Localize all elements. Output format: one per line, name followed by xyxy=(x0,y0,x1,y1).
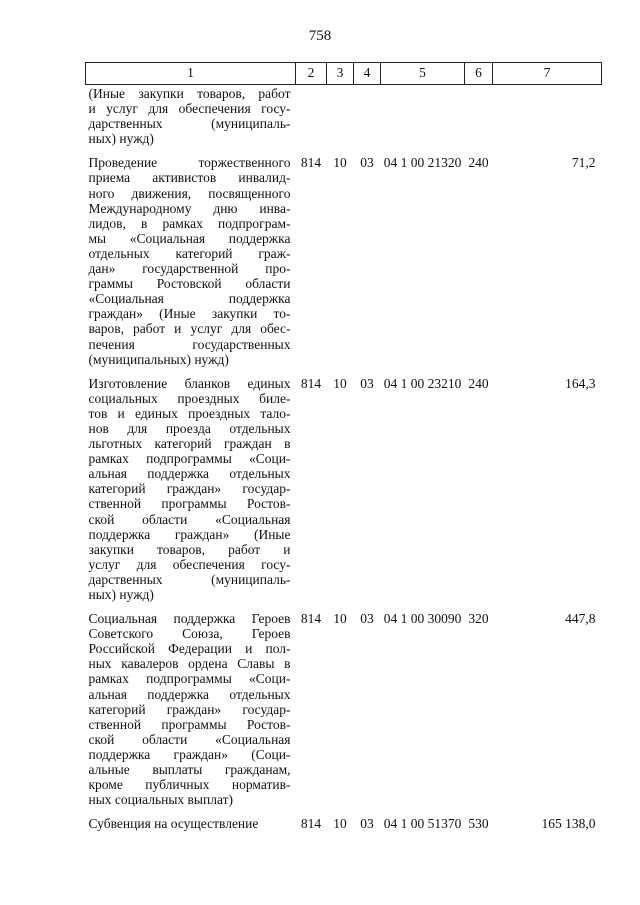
description-line: ных социальных выплат) xyxy=(88,792,233,808)
description-line: отдельных категорий граж- xyxy=(88,245,291,261)
header-cell: 1 xyxy=(86,63,296,85)
page-number: 758 xyxy=(308,28,332,44)
ministry-code: 814 xyxy=(300,375,322,391)
ministry-code: 814 xyxy=(300,611,322,627)
description-line: закупки товаров, работ и xyxy=(88,541,291,557)
subsection-code: 03 xyxy=(360,375,374,391)
table-row xyxy=(86,815,602,839)
section-code: 10 xyxy=(333,375,347,391)
subsection-code: 03 xyxy=(360,155,374,171)
section-code: 10 xyxy=(333,816,347,832)
description-line: рамках подпрограммы «Соци- xyxy=(88,451,291,467)
section-code: 10 xyxy=(333,611,347,627)
description-line: альная поддержка отдельных xyxy=(88,466,291,482)
description-line: поддержка граждан» (Соци- xyxy=(88,746,291,762)
description-line: альные выплаты гражданам, xyxy=(88,762,291,778)
description-line: кроме публичных норматив- xyxy=(88,777,291,793)
header-cell: 3 xyxy=(327,63,354,85)
description-line: ской области «Социальная xyxy=(88,511,291,527)
description-line: льготных категорий граждан в xyxy=(88,436,291,452)
amount: 164,3 xyxy=(565,375,596,391)
target-article-code: 04 1 00 30090 xyxy=(383,611,462,627)
description-line: ской области «Социальная xyxy=(88,731,291,747)
table-body xyxy=(86,85,602,840)
target-article-code: 04 1 00 51370 xyxy=(383,816,462,832)
description-line: Изготовление бланков единых xyxy=(88,375,291,391)
description-line: Советского Союза, Героев xyxy=(88,626,291,642)
description-line: и услуг для обеспечения госу- xyxy=(88,101,291,117)
description-line: категорий граждан» государ- xyxy=(88,481,291,497)
description-line: тов и единых проездных тало- xyxy=(88,405,291,421)
description-line: ственной программы Ростов- xyxy=(88,496,291,512)
description-line: граммы Ростовской области xyxy=(88,276,291,292)
description-line: (муниципальных) нужд) xyxy=(88,351,229,367)
amount: 447,8 xyxy=(565,611,596,627)
table-row xyxy=(86,375,602,610)
budget-table xyxy=(85,62,602,839)
section-code: 10 xyxy=(333,155,347,171)
description-line: дарственных (муниципаль- xyxy=(88,571,291,587)
expense-type-code: 240 xyxy=(468,375,489,391)
description-line: «Социальная поддержка xyxy=(88,291,291,307)
row-description xyxy=(86,154,296,374)
description-line: рамках подпрограммы «Соци- xyxy=(88,671,291,687)
subsection-code xyxy=(354,85,381,155)
target-article-code xyxy=(381,85,465,155)
description-line: дарственных (муниципаль- xyxy=(88,116,291,132)
expense-type-code: 240 xyxy=(468,155,489,171)
description-line: категорий граждан» государ- xyxy=(88,701,291,717)
description-line: альная поддержка отдельных xyxy=(88,686,291,702)
amount xyxy=(493,85,602,155)
row-description xyxy=(86,815,296,839)
description-line: лидов, в рамках подпрограм- xyxy=(88,215,291,231)
description-line: ственной программы Ростов- xyxy=(88,716,291,732)
description-line: Субвенция на осуществление xyxy=(88,816,259,832)
description-line: мы «Социальная поддержка xyxy=(88,230,291,246)
description-line: (Иные закупки товаров, работ xyxy=(88,86,291,101)
target-article-code: 04 1 00 21320 xyxy=(383,155,462,171)
expense-type-code xyxy=(465,85,493,155)
header-cell: 2 xyxy=(296,63,327,85)
description-line: приема активистов инвалид- xyxy=(88,170,291,186)
description-line: услуг для обеспечения госу- xyxy=(88,556,291,572)
table-row xyxy=(86,154,602,374)
description-line: Международному дню инва- xyxy=(88,200,291,216)
amount: 71,2 xyxy=(571,155,596,171)
ministry-code xyxy=(296,85,327,155)
row-description xyxy=(86,85,296,155)
header-cell: 6 xyxy=(465,63,493,85)
amount: 165 138,0 xyxy=(541,816,596,832)
table-row xyxy=(86,610,602,815)
description-line: печения государственных xyxy=(88,336,291,352)
header-cell: 4 xyxy=(354,63,381,85)
description-line: Российской Федерации и пол- xyxy=(88,641,291,657)
description-line: ного движения, посвященного xyxy=(88,185,291,201)
description-line: социальных проездных биле- xyxy=(88,390,291,406)
description-line: дан» государственной про- xyxy=(88,261,291,277)
description-line: нов для проезда отдельных xyxy=(88,420,291,436)
description-line: ных) нужд) xyxy=(88,131,154,147)
header-row xyxy=(86,63,602,85)
target-article-code: 04 1 00 23210 xyxy=(383,375,462,391)
description-line: ных кавалеров ордена Славы в xyxy=(88,656,291,672)
description-line: Проведение торжественного xyxy=(88,155,291,171)
subsection-code: 03 xyxy=(360,611,374,627)
subsection-code: 03 xyxy=(360,816,374,832)
expense-type-code: 320 xyxy=(468,611,489,627)
description-line: варов, работ и услуг для обес- xyxy=(88,321,291,337)
section-code xyxy=(327,85,354,155)
ministry-code: 814 xyxy=(300,816,322,832)
description-line: граждан» (Иные закупки то- xyxy=(88,306,291,322)
header-cell: 5 xyxy=(381,63,465,85)
header-cell: 7 xyxy=(493,63,602,85)
row-description xyxy=(86,375,296,610)
description-line: Социальная поддержка Героев xyxy=(88,611,291,627)
expense-type-code: 530 xyxy=(468,816,489,832)
description-line: поддержка граждан» (Иные xyxy=(88,526,291,542)
table-row xyxy=(86,85,602,155)
row-description xyxy=(86,610,296,815)
ministry-code: 814 xyxy=(300,155,322,171)
description-line: ных) нужд) xyxy=(88,587,154,602)
